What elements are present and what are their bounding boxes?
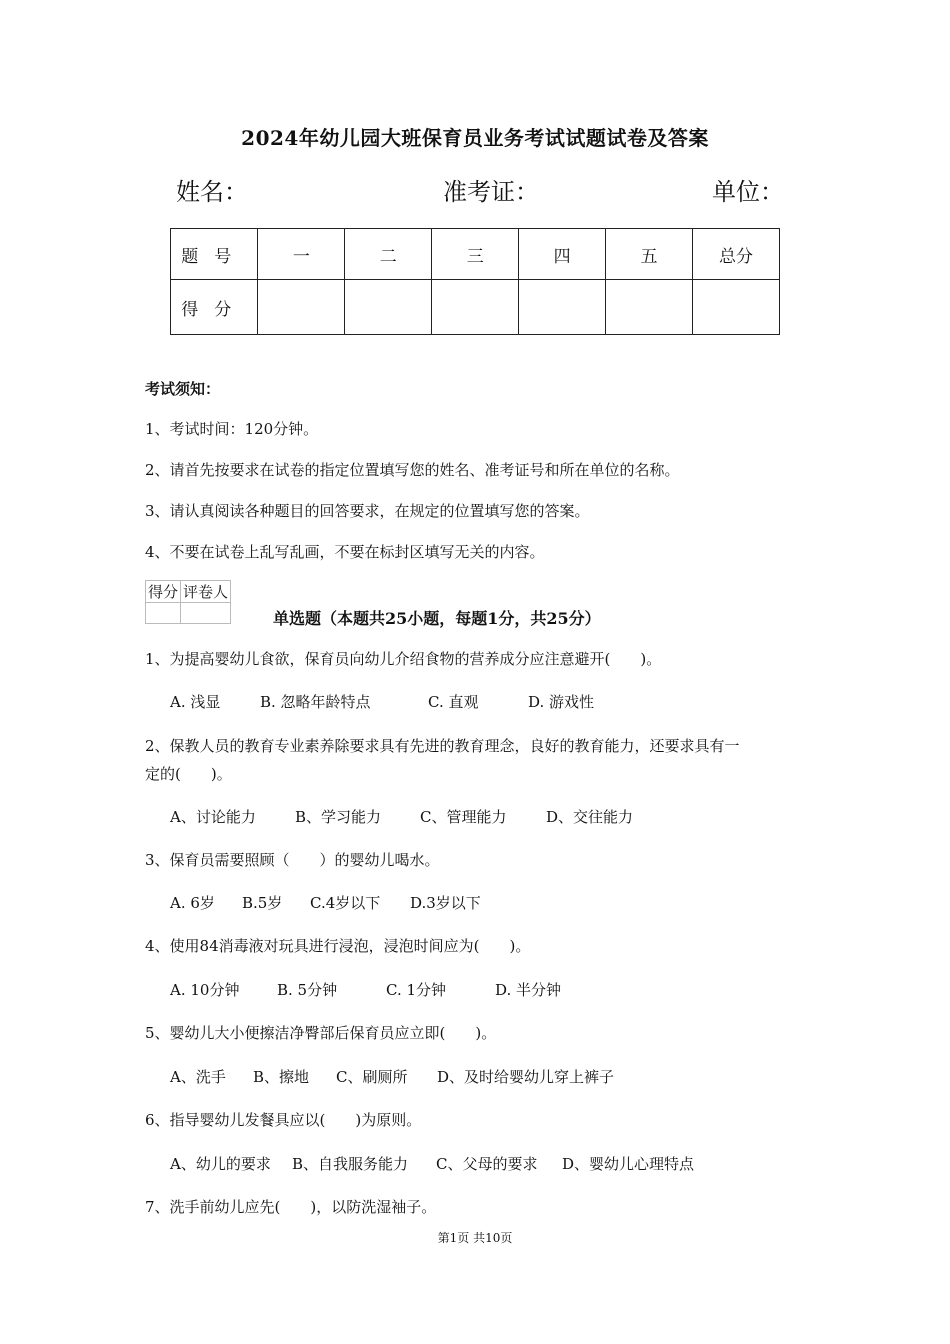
option: C.4岁以下 bbox=[310, 894, 381, 912]
option: D. 半分钟 bbox=[495, 981, 562, 999]
score-table-header-cell: 二 bbox=[345, 229, 432, 280]
exam-id-field-label: 准考证： bbox=[443, 178, 539, 206]
grader-name-label: 评卷人 bbox=[181, 581, 231, 603]
question-options bbox=[170, 979, 561, 1000]
option: A、讨论能力 bbox=[170, 808, 256, 826]
option: B. 忽略年龄特点 bbox=[260, 693, 371, 711]
question-text: 4、使用84消毒液对玩具进行浸泡，浸泡时间应为( )。 bbox=[145, 937, 531, 955]
option: C、父母的要求 bbox=[436, 1155, 538, 1173]
score-table-header-cell: 题号 bbox=[171, 229, 258, 280]
score-cell bbox=[519, 280, 606, 335]
option: D. 游戏性 bbox=[528, 693, 595, 711]
option: A. 6岁 bbox=[170, 894, 215, 912]
name-field-label: 姓名： bbox=[176, 178, 248, 206]
score-cell bbox=[606, 280, 693, 335]
question-options bbox=[170, 892, 481, 913]
option: B、自我服务能力 bbox=[292, 1155, 409, 1173]
option: C. 直观 bbox=[428, 693, 479, 711]
score-cell bbox=[693, 280, 780, 335]
page-footer: 第1页 共10页 bbox=[437, 1231, 513, 1245]
option: A、幼儿的要求 bbox=[170, 1155, 271, 1173]
option: D、婴幼儿心理特点 bbox=[562, 1155, 695, 1173]
question-text: 3、保育员需要照顾（ ）的婴幼儿喝水。 bbox=[145, 851, 440, 869]
option: B. 5分钟 bbox=[277, 981, 338, 999]
question-options bbox=[170, 806, 633, 827]
grader-score-label: 得分 bbox=[146, 581, 181, 603]
score-row-label: 得分 bbox=[171, 280, 258, 335]
score-table-header-cell: 一 bbox=[258, 229, 345, 280]
notice-item: 1、考试时间：120分钟。 bbox=[145, 420, 319, 438]
option: B、擦地 bbox=[253, 1068, 310, 1086]
score-table-score-row bbox=[171, 280, 780, 335]
score-table-header-cell: 三 bbox=[432, 229, 519, 280]
notice-title: 考试须知： bbox=[145, 380, 221, 398]
score-table-header-row bbox=[171, 229, 780, 280]
unit-field-label: 单位： bbox=[712, 178, 784, 206]
score-table-header-cell: 五 bbox=[606, 229, 693, 280]
option: D、及时给婴幼儿穿上裤子 bbox=[437, 1068, 615, 1086]
section-title: 单选题（本题共25小题，每题1分，共25分） bbox=[273, 609, 601, 628]
score-cell bbox=[345, 280, 432, 335]
option: C、刷厕所 bbox=[336, 1068, 408, 1086]
score-cell bbox=[258, 280, 345, 335]
score-table-header-cell: 四 bbox=[519, 229, 606, 280]
score-table bbox=[170, 228, 780, 335]
option: D.3岁以下 bbox=[410, 894, 481, 912]
notice-item: 3、请认真阅读各种题目的回答要求，在规定的位置填写您的答案。 bbox=[145, 502, 590, 520]
option: A. 浅显 bbox=[170, 693, 221, 711]
score-cell bbox=[432, 280, 519, 335]
notice-item: 2、请首先按要求在试卷的指定位置填写您的姓名、准考证号和所在单位的名称。 bbox=[145, 461, 680, 479]
question-text: 7、洗手前幼儿应先( )，以防洗湿袖子。 bbox=[145, 1198, 437, 1216]
document-title: 2024年幼儿园大班保育员业务考试试题试卷及答案 bbox=[241, 126, 709, 150]
option: D、交往能力 bbox=[546, 808, 634, 826]
score-table-header-cell: 总分 bbox=[693, 229, 780, 280]
grader-name-cell bbox=[181, 603, 231, 624]
question-text: 5、婴幼儿大小便擦洁净臀部后保育员应立即( )。 bbox=[145, 1024, 497, 1042]
option: C、管理能力 bbox=[420, 808, 507, 826]
question-text: 2、保教人员的教育专业素养除要求具有先进的教育理念，良好的教育能力，还要求具有一 bbox=[145, 737, 740, 755]
grader-box bbox=[145, 580, 231, 624]
option: B.5岁 bbox=[242, 894, 283, 912]
option: A、洗手 bbox=[170, 1068, 226, 1086]
option: C. 1分钟 bbox=[386, 981, 447, 999]
question-text: 6、指导婴幼儿发餐具应以( )为原则。 bbox=[145, 1111, 422, 1129]
question-options bbox=[170, 1153, 694, 1174]
notice-item: 4、不要在试卷上乱写乱画，不要在标封区填写无关的内容。 bbox=[145, 543, 545, 561]
grader-score-cell bbox=[146, 603, 181, 624]
question-text: 1、为提高婴幼儿食欲，保育员向幼儿介绍食物的营养成分应注意避开( )。 bbox=[145, 650, 662, 668]
option: A. 10分钟 bbox=[170, 981, 240, 999]
question-text-continued: 定的( )。 bbox=[145, 765, 232, 783]
question-options bbox=[170, 1066, 614, 1087]
question-options bbox=[170, 691, 594, 712]
option: B、学习能力 bbox=[295, 808, 382, 826]
